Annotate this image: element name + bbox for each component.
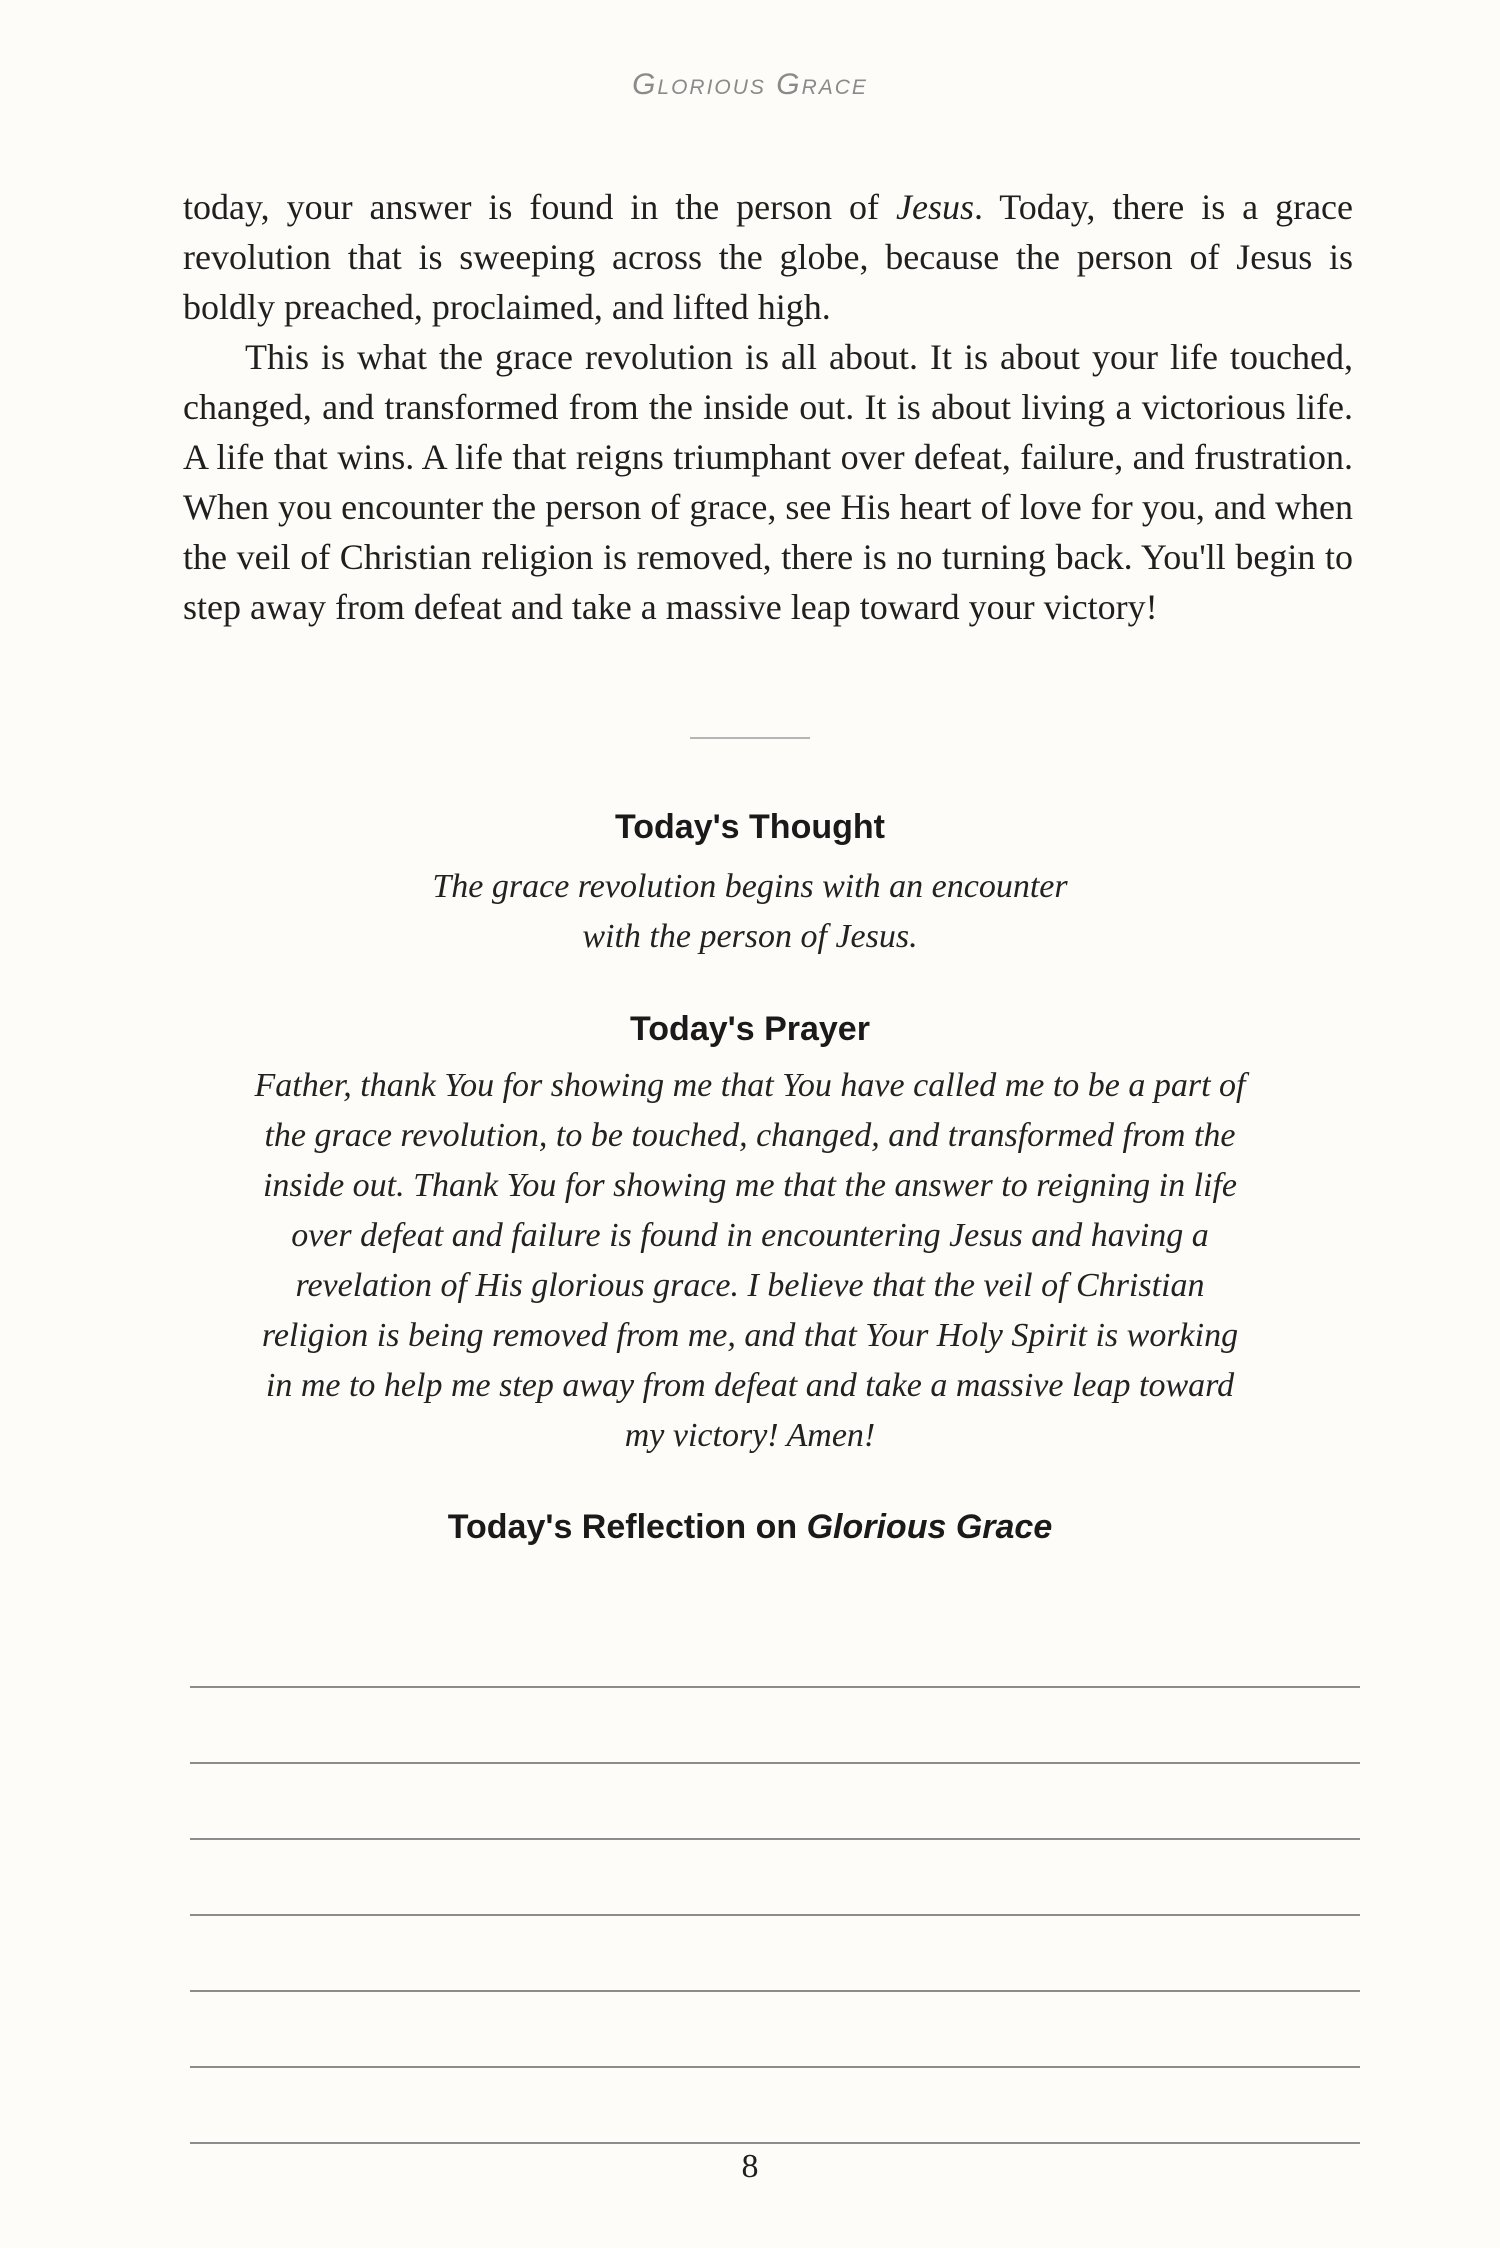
prayer-text: Father, thank You for showing me that You have called me to be a part of the grace revolution, to be touched, changed, and transformed from the inside out. Thank You for showing me that the answer to reigning in life over defeat and failure is found in encountering Jesus and having a revelation of His glorious grace. I believe that the veil of Christian religion is being removed from me, and that Your Holy Spirit is working in me to help me step away from defeat and take a massive leap toward my victory! Amen! [254, 1067, 1246, 1454]
reflection-heading-prefix: Today's Reflection on [447, 1508, 807, 1546]
writing-line[interactable] [190, 1688, 1360, 1764]
paragraph-1-start: today, your answer is found in the person of [183, 187, 896, 227]
section-separator [690, 737, 810, 739]
writing-line[interactable] [190, 2068, 1360, 2144]
body-text [183, 182, 1353, 632]
thought-text [250, 862, 1250, 962]
writing-line[interactable] [190, 1992, 1360, 2068]
writing-line[interactable] [190, 1612, 1360, 1688]
writing-line[interactable] [190, 1764, 1360, 1840]
thought-heading: Today's Thought [615, 808, 885, 846]
reflection-writing-area[interactable] [190, 1612, 1360, 2144]
paragraph-2: This is what the grace revolution is all about. It is about your life touched, changed, and transformed from the inside out. It is about living a victorious life. A life that wins. A life that reigns triumphant over defeat, failure, and frustration. When you encounter the person of grace, see His heart of love for you, and when the veil of Christian religion is removed, there is no turning back. You'll begin to step away from defeat and take a massive leap toward your victory! [183, 337, 1353, 627]
reflection-heading [0, 1508, 1500, 1547]
reflection-heading-title: Glorious Grace [806, 1508, 1053, 1546]
page-number: 8 [741, 2148, 759, 2185]
paragraph-1-end: . Today, there is a grace revolution that is sweeping across the globe, because the person of Jesus is boldly preached, proclaimed, and lifted high. [183, 187, 1354, 327]
running-head: Glorious Grace [632, 68, 868, 101]
prayer-heading: Today's Prayer [630, 1010, 870, 1048]
paragraph-1-emphasis: Jesus [896, 187, 974, 227]
thought-line-2: with the person of Jesus. [582, 918, 918, 955]
writing-line[interactable] [190, 1916, 1360, 1992]
writing-line[interactable] [190, 1840, 1360, 1916]
thought-line-1: The grace revolution begins with an encounter [432, 868, 1068, 905]
paragraph-1 [183, 182, 1353, 332]
